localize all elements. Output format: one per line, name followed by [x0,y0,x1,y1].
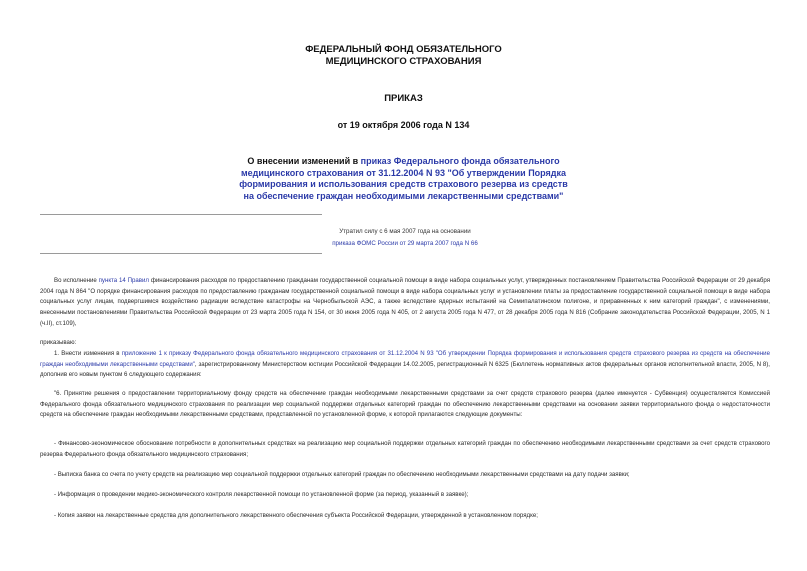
paragraph-preamble [40,276,770,330]
divider-top [40,214,322,215]
preamble-text: финансирования расходов по предоставлению гражданам государственной социальной помощи в виде набора социальных услуг, утвержденных постановлением Правительства Российской Федерации от 29 декабря 2004 года N 864 "О порядке финансирования расходов по предоставлению гражданам государственной социальной помощи в виде набора социальных услуг и установлении платы за предоставление государственной социальной помощи в виде набора социальных услуг лицам, подвергшимся воздействию радиации вследствие катастрофы на Чернобыльской АЭС, а также вследствие ядерных испытаний на Семипалатинском полигоне, и приравненных к ним категорий граждан", с изменениями, внесенными постановлениями Правительства Российской Федерации от 23 марта 2005 года N 154, от 30 июня 2005 года N 405, от 2 августа 2005 года N 477, от 28 декабря 2005 года N 816 (Собрание законодательства Российской Федерации, 2005, N 1 (ч.II), ст.109), [40,277,771,327]
issuing-organization [0,44,807,68]
item-1-prefix: 1. Внести изменения в [54,350,122,357]
paragraph-item-1 [40,349,770,381]
bullet-bank-statement: - Выписка банка со счета по учету средств на реализацию мер социальной поддержки отдельных категорий граждан по обеспечению необходимыми лекарственными средствами на дату подачи заявки; [54,471,630,478]
title-link-line-2[interactable]: медицинского страхования от 31.12.2004 N 93 "Об утверждении Порядка [240,167,567,178]
paragraph-point-6: "6. Принятие решения о предоставлении территориальному фонду средств на обеспечение граждан необходимыми лекарственными средствами за счет средств страхового резерва (далее именуется - Субвенция) осуществляется Комиссией Федерального фонда обязательного медицинского страхования по реализации мер социальной поддержки отдельных категорий граждан по обеспечению лекарственными средствами на основании заявки территориального фонда о недостаточности средств на обеспечение граждан необходимыми лекарственными средствами, представленной по установленной форме, к которой прилагаются следующие документы: [40,390,770,419]
bullet-application-copy: - Копия заявки на лекарственные средства для дополнительного лекарственного обеспечения субъекта Российской Федерации, утвержденной в установленном порядке; [54,512,538,519]
title-prefix: О внесении изменений в [247,156,361,166]
status-note-text: Утратил силу с 6 мая 2007 года на основании [339,228,471,235]
link-rules-point-14[interactable]: пункта 14 Правил [98,277,149,284]
title-link-line-3[interactable]: формирования и использования средств страхового резерва из средств [239,179,568,189]
title-link-order-93[interactable]: приказ Федерального фонда обязательного [360,156,560,166]
status-note [280,226,530,250]
bullet-medical-control-info: - Информация о проведении медико-экономического контроля лекарственной помощи по установленной форме (за период, указанный в заявке); [54,491,469,498]
document-date-number: от 19 октября 2006 года N 134 [337,120,470,130]
org-line-1: ФЕДЕРАЛЬНЫЙ ФОНД ОБЯЗАТЕЛЬНОГО [305,44,502,55]
org-line-2: МЕДИЦИНСКОГО СТРАХОВАНИЯ [325,56,482,67]
item-1-text: , зарегистрированному Министерством юстиции Российской Федерации 14.02.2005, регистрационный N 6325 (Бюллетень нормативных актов федеральных органов исполнительной власти, 2005, N 8), дополнив его новым пунктом 6 следующего содержания: [40,360,770,379]
divider-bottom [40,253,322,254]
preamble-prefix: Во исполнение [54,277,99,284]
order-word: приказываю: [40,339,77,346]
document-type: ПРИКАЗ [384,93,423,104]
status-note-link[interactable]: приказа ФОМС России от 29 марта 2007 года N 66 [332,240,478,247]
link-appendix-1[interactable]: приложение 1 к приказу Федерального фонда обязательного медицинского страхования от 31.12.2004 N 93 "Об утверждении Порядка формирования и использования средств страхового резерва из средств на обеспечение граждан необходимыми лекарственными средствами" [40,350,770,368]
title-link-line-4[interactable]: на обеспечение граждан необходимыми лекарственными средствами" [243,190,564,201]
document-title [0,156,807,202]
bullet-financial-justification: - Финансово-экономическое обоснование потребности в дополнительных средствах на реализацию мер социальной поддержки отдельных категорий граждан по обеспечению необходимыми лекарственными средствами за счет средств страхового резерва Федерального фонда обязательного медицинского страхования; [40,440,770,458]
